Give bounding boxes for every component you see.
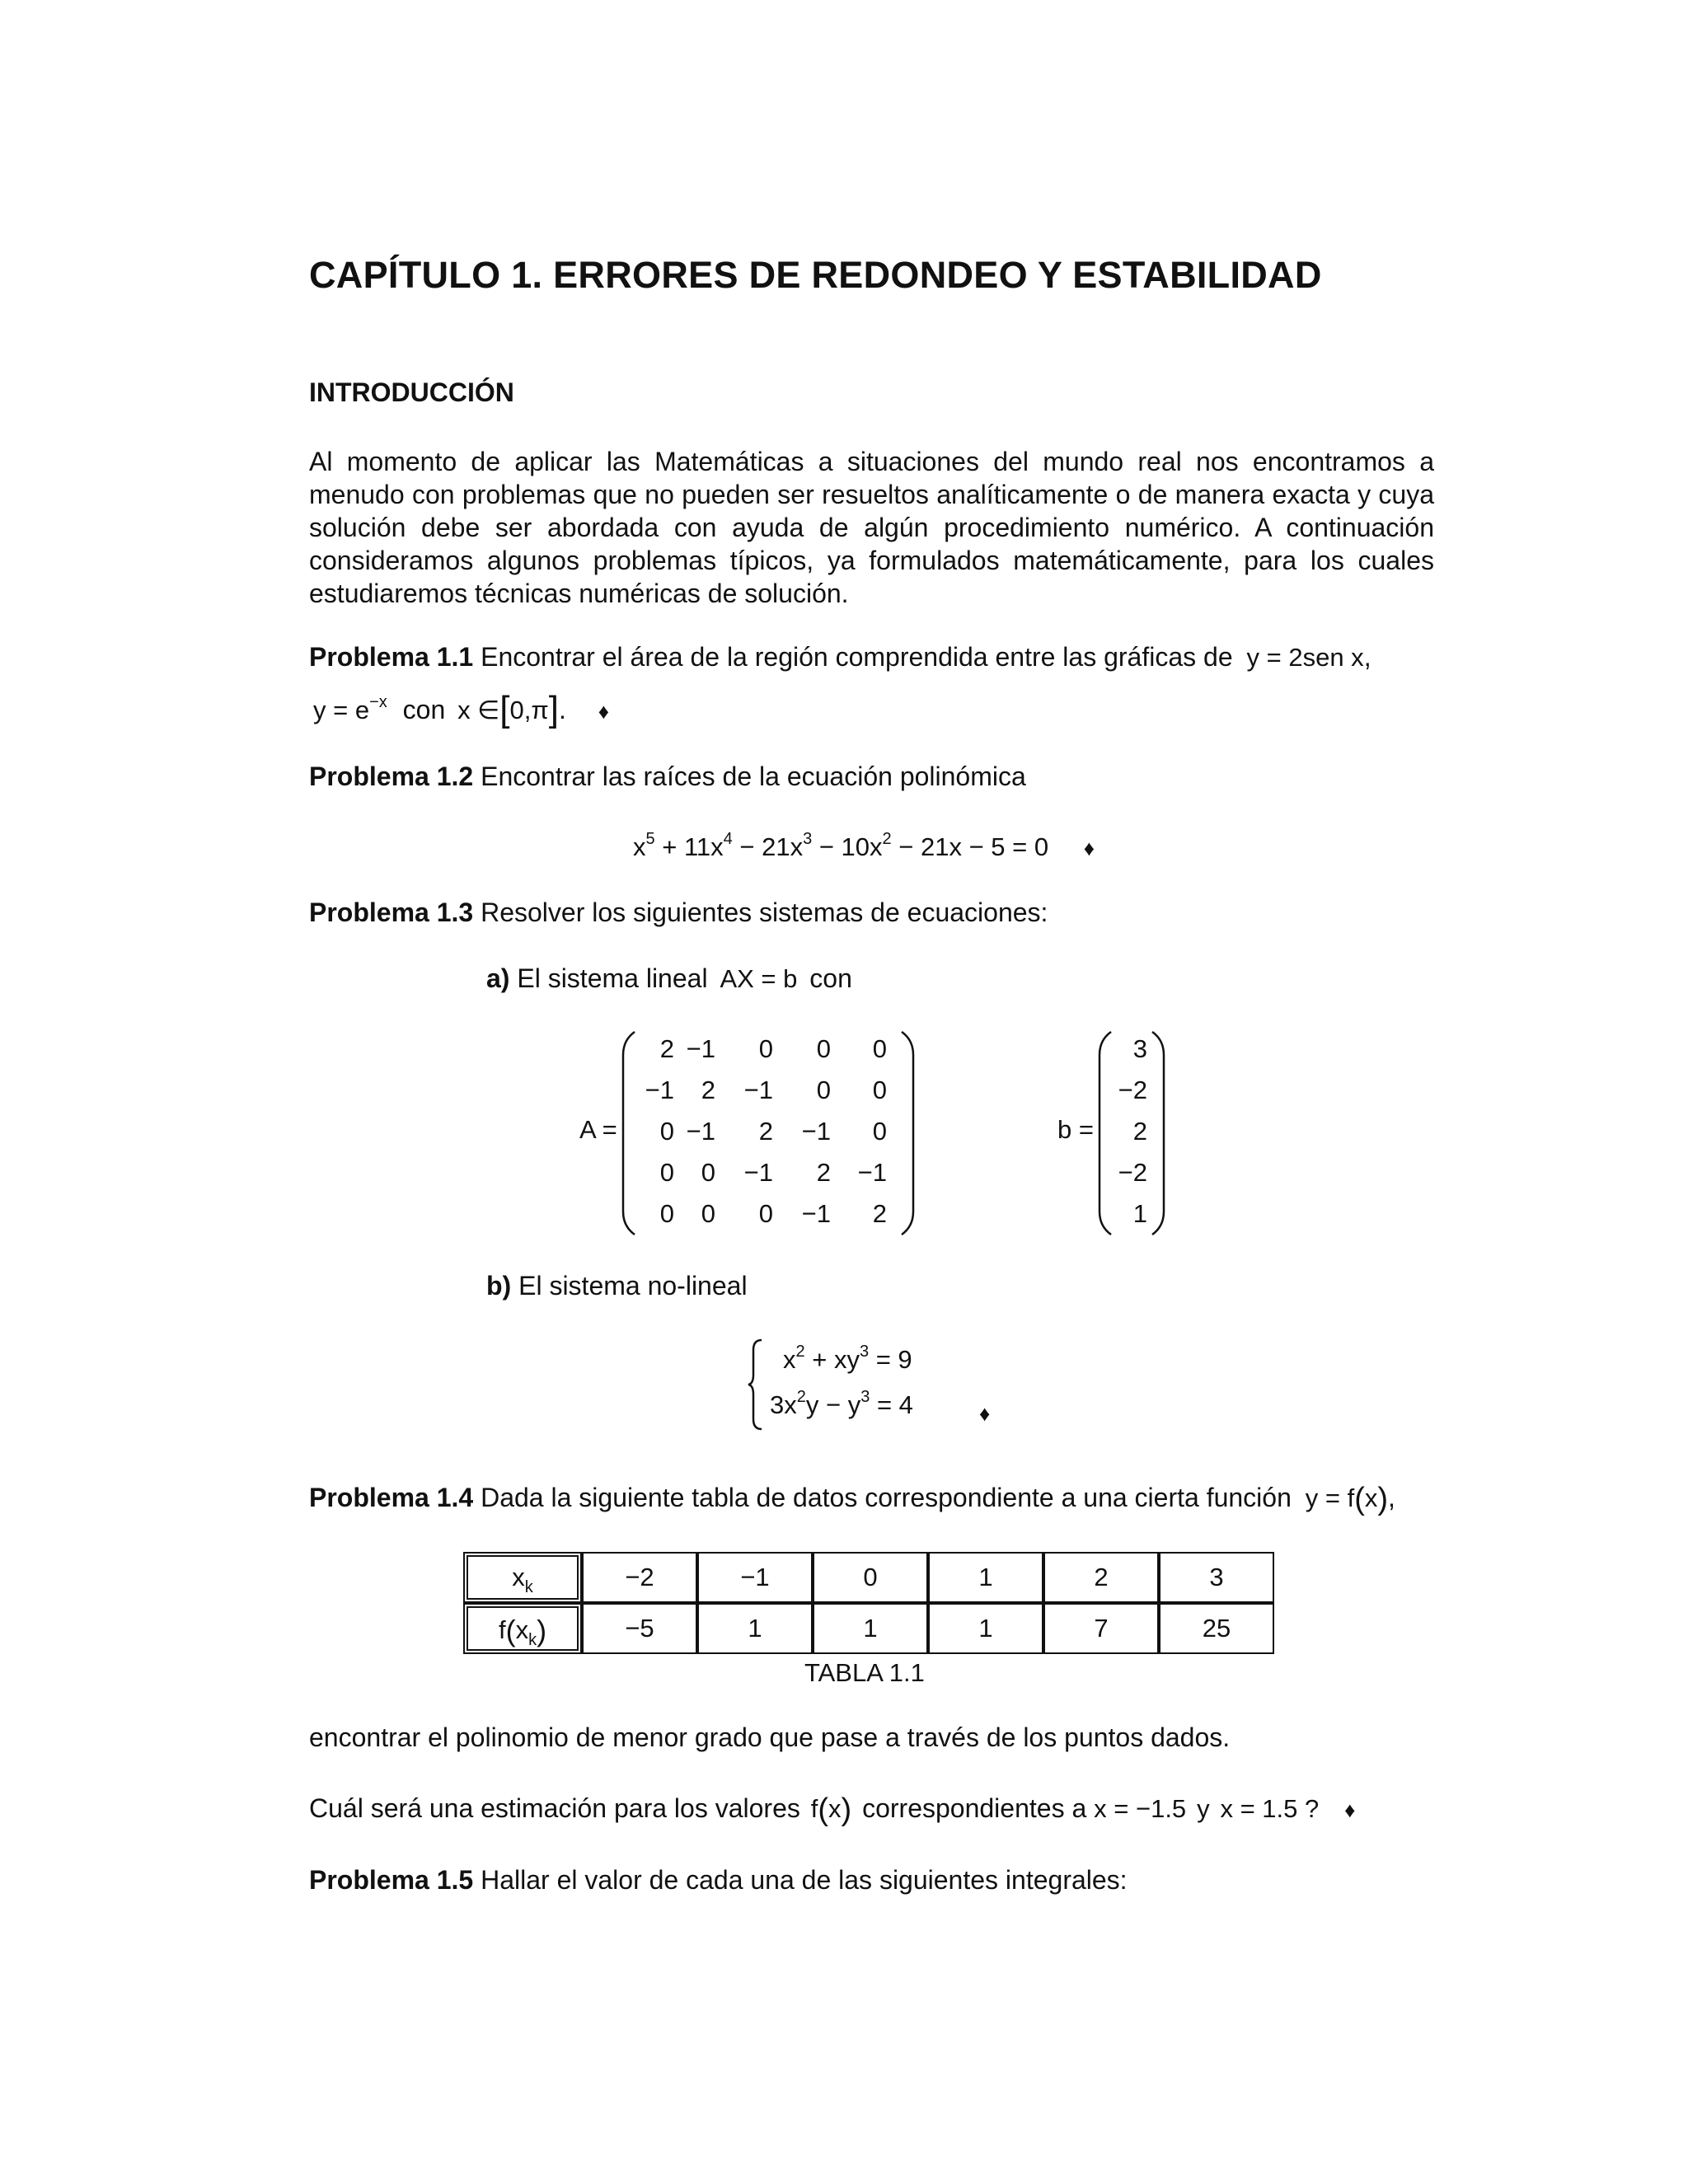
system-eq-2 bbox=[770, 1390, 913, 1420]
matrix-cell: 0 bbox=[758, 1034, 773, 1063]
end-diamond-icon: ♦ bbox=[598, 699, 610, 724]
question-x2: x = 1.5 ? bbox=[1220, 1794, 1320, 1823]
table-cell: 1 bbox=[813, 1603, 928, 1654]
matrix-cell: −1 bbox=[857, 1158, 887, 1187]
matrix-cell: 0 bbox=[659, 1158, 674, 1187]
matrix-cell: 0 bbox=[872, 1117, 887, 1146]
poly-term: x bbox=[633, 832, 646, 861]
matrix-row bbox=[640, 1193, 887, 1235]
system-brace bbox=[747, 1338, 767, 1431]
end-diamond-icon: ♦ bbox=[1083, 836, 1095, 860]
period: . bbox=[558, 695, 566, 724]
end-diamond-icon: ♦ bbox=[979, 1401, 991, 1426]
vector-cell: 3 bbox=[1132, 1034, 1147, 1063]
problem-1-3-text: Resolver los siguientes sistemas de ecuaciones: bbox=[481, 898, 1048, 927]
table-cell: 1 bbox=[928, 1603, 1043, 1654]
problem-1-1-label: Problema 1.1 bbox=[309, 642, 474, 672]
problem-1-1-line2 bbox=[313, 687, 609, 728]
header-sub: k bbox=[528, 1631, 537, 1649]
part-a-line bbox=[486, 963, 852, 994]
table-row-header bbox=[463, 1552, 582, 1603]
matrix-cell: −1 bbox=[801, 1199, 831, 1228]
paren-right: ) bbox=[841, 1793, 852, 1827]
header-text: x bbox=[512, 1563, 525, 1591]
func-arg: x bbox=[1364, 1483, 1378, 1512]
matrix-row bbox=[640, 1152, 887, 1193]
problem-1-5-line1 bbox=[309, 1865, 1128, 1896]
part-a-label: a) bbox=[486, 963, 510, 993]
poly-exp: 2 bbox=[882, 830, 892, 848]
eq-term: + xy bbox=[804, 1345, 860, 1374]
data-table bbox=[463, 1552, 1274, 1654]
part-a-text: El sistema lineal bbox=[517, 963, 708, 993]
table-cell: 1 bbox=[697, 1603, 813, 1654]
part-a-eq: AX = b bbox=[720, 964, 798, 993]
vector-cell: 2 bbox=[1132, 1117, 1147, 1146]
question-f: f bbox=[810, 1794, 818, 1823]
part-b-text: El sistema no-lineal bbox=[518, 1271, 748, 1301]
paren-left: ( bbox=[1354, 1482, 1365, 1516]
matrix-a-name: A = bbox=[579, 1115, 617, 1144]
vector-b bbox=[1118, 1029, 1147, 1235]
poly-term: − 21x bbox=[732, 832, 804, 861]
comma: , bbox=[1388, 1483, 1395, 1512]
eq-term: = 9 bbox=[869, 1345, 912, 1374]
eq-exp: 3 bbox=[860, 1388, 870, 1406]
table-cell: 3 bbox=[1159, 1552, 1274, 1603]
eq-exp: 2 bbox=[796, 1388, 806, 1406]
part-b-line bbox=[486, 1271, 748, 1301]
table-cell: 7 bbox=[1043, 1603, 1159, 1654]
bracket-right: ] bbox=[548, 689, 559, 729]
vector-b-right-paren bbox=[1149, 1030, 1165, 1236]
problem-1-5-text: Hallar el valor de cada una de las siguientes integrales: bbox=[481, 1865, 1128, 1895]
question-text: correspondientes a bbox=[862, 1793, 1087, 1823]
problem-1-4-question bbox=[309, 1790, 1355, 1825]
paren-left: ( bbox=[505, 1614, 516, 1647]
header-text: x bbox=[515, 1615, 529, 1644]
matrix-cell: 2 bbox=[758, 1117, 773, 1146]
eq2-base: y = e bbox=[313, 696, 370, 724]
poly-term: − 21x − 5 = 0 bbox=[891, 832, 1049, 861]
part-b-label: b) bbox=[486, 1271, 512, 1301]
domain-interval: 0,π bbox=[509, 696, 549, 724]
matrix-cell: 0 bbox=[758, 1199, 773, 1228]
vector-cell: −2 bbox=[1118, 1158, 1147, 1187]
table-cell: 0 bbox=[813, 1552, 928, 1603]
matrix-cell: −1 bbox=[645, 1076, 674, 1104]
table-cell: −2 bbox=[582, 1552, 697, 1603]
eq-term: = 4 bbox=[870, 1390, 913, 1419]
matrix-cell: −1 bbox=[743, 1158, 773, 1187]
matrix-cell: 2 bbox=[659, 1034, 674, 1063]
matrix-a-right-paren bbox=[898, 1030, 915, 1236]
matrix-cell: 0 bbox=[816, 1034, 831, 1063]
eq-term: y − y bbox=[805, 1390, 861, 1419]
table-cell: −1 bbox=[697, 1552, 813, 1603]
matrix-cell: −1 bbox=[743, 1076, 773, 1104]
problem-1-1-eq2 bbox=[313, 693, 387, 724]
problem-1-4-after: encontrar el polinomio de menor grado que pase a través de los puntos dados. bbox=[309, 1722, 1231, 1752]
end-diamond-icon: ♦ bbox=[1344, 1797, 1356, 1822]
matrix-row bbox=[640, 1111, 887, 1152]
poly-exp: 4 bbox=[723, 830, 733, 848]
table-row bbox=[463, 1552, 1274, 1603]
poly-term: − 10x bbox=[812, 832, 883, 861]
question-y: y bbox=[1197, 1794, 1210, 1823]
paren-right: ) bbox=[1377, 1482, 1389, 1516]
problem-1-3-label: Problema 1.3 bbox=[309, 898, 474, 927]
con-word: con bbox=[402, 695, 446, 724]
problem-1-2-text: Encontrar las raíces de la ecuación polinómica bbox=[481, 762, 1026, 791]
matrix-cell: 2 bbox=[816, 1158, 831, 1187]
poly-exp: 5 bbox=[645, 830, 655, 848]
matrix-cell: −1 bbox=[686, 1117, 715, 1146]
eq-exp: 3 bbox=[859, 1343, 870, 1361]
matrix-cell: 0 bbox=[701, 1199, 715, 1228]
table-cell: 1 bbox=[928, 1552, 1043, 1603]
problem-1-1-line1 bbox=[309, 642, 1372, 673]
header-sub: k bbox=[524, 1578, 533, 1596]
polynomial-equation bbox=[633, 832, 1095, 862]
matrix-cell: 0 bbox=[872, 1034, 887, 1063]
domain-x: x ∈ bbox=[457, 696, 500, 724]
table-cell: 25 bbox=[1159, 1603, 1274, 1654]
chapter-title: CAPÍTULO 1. ERRORES DE REDONDEO Y ESTABILIDAD bbox=[309, 254, 1322, 296]
matrix-row bbox=[640, 1029, 887, 1070]
matrix-cell: 0 bbox=[872, 1076, 887, 1104]
problem-1-5-label: Problema 1.5 bbox=[309, 1865, 474, 1895]
paren-left: ( bbox=[818, 1793, 829, 1827]
paren-right: ) bbox=[537, 1614, 547, 1647]
problem-1-4-line1 bbox=[309, 1479, 1395, 1515]
question-x1: x = −1.5 bbox=[1094, 1794, 1187, 1823]
problem-1-3-line1 bbox=[309, 898, 1048, 928]
problem-1-2-line1 bbox=[309, 762, 1026, 792]
vector-b-left-paren bbox=[1098, 1030, 1114, 1236]
eq2-exponent: −x bbox=[369, 693, 387, 711]
table-row-header bbox=[463, 1603, 582, 1654]
table-cell: 2 bbox=[1043, 1552, 1159, 1603]
question-text: Cuál será una estimación para los valores bbox=[309, 1793, 800, 1823]
intro-paragraph: Al momento de aplicar las Matemáticas a situaciones del mundo real nos encontramos a menudo con problemas que no pueden ser resueltos analíticamente o de manera exacta y cuya solución debe ser abordada con ayuda de algún procedimiento numérico. A continuación consideramos algunos problemas típicos, ya formulados matemáticamente, para los cuales estudiaremos técnicas numéricas de solución. bbox=[309, 447, 1434, 608]
matrix-cell: 0 bbox=[659, 1117, 674, 1146]
poly-term: + 11x bbox=[654, 832, 724, 861]
matrix-cell: −1 bbox=[801, 1117, 831, 1146]
table-cell: −5 bbox=[582, 1603, 697, 1654]
matrix-cell: 0 bbox=[701, 1158, 715, 1187]
table-row bbox=[463, 1603, 1274, 1654]
vector-cell: 1 bbox=[1132, 1199, 1147, 1228]
section-heading: INTRODUCCIÓN bbox=[309, 377, 514, 407]
question-arg: x bbox=[828, 1794, 842, 1823]
problem-1-2-label: Problema 1.2 bbox=[309, 762, 474, 791]
eq-term: 3x bbox=[770, 1390, 797, 1419]
header-text: f bbox=[498, 1615, 506, 1644]
system-eq-1 bbox=[783, 1345, 912, 1375]
eq-exp: 2 bbox=[795, 1343, 805, 1361]
matrix-a bbox=[640, 1029, 887, 1235]
part-a-con: con bbox=[809, 963, 852, 993]
bracket-left: [ bbox=[499, 689, 510, 729]
problem-1-1-eq1: y = 2sen x bbox=[1246, 643, 1364, 672]
matrix-a-left-paren bbox=[621, 1030, 638, 1236]
problem-1-4-text: Dada la siguiente tabla de datos correspondiente a una cierta función bbox=[481, 1483, 1292, 1512]
matrix-cell: −1 bbox=[686, 1034, 715, 1063]
matrix-cell: 2 bbox=[872, 1199, 887, 1228]
vector-b-name: b = bbox=[1057, 1115, 1094, 1144]
eq-term: x bbox=[783, 1345, 796, 1374]
comma: , bbox=[1363, 642, 1372, 672]
func-name: y = f bbox=[1305, 1483, 1355, 1512]
matrix-row bbox=[640, 1070, 887, 1111]
table-caption: TABLA 1.1 bbox=[804, 1658, 925, 1687]
poly-exp: 3 bbox=[803, 830, 813, 848]
problem-1-1-text: Encontrar el área de la región comprendida entre las gráficas de bbox=[481, 642, 1233, 672]
matrix-cell: 0 bbox=[816, 1076, 831, 1104]
matrix-cell: 0 bbox=[659, 1199, 674, 1228]
matrix-cell: 2 bbox=[701, 1076, 715, 1104]
problem-1-4-label: Problema 1.4 bbox=[309, 1483, 474, 1512]
vector-cell: −2 bbox=[1118, 1076, 1147, 1104]
